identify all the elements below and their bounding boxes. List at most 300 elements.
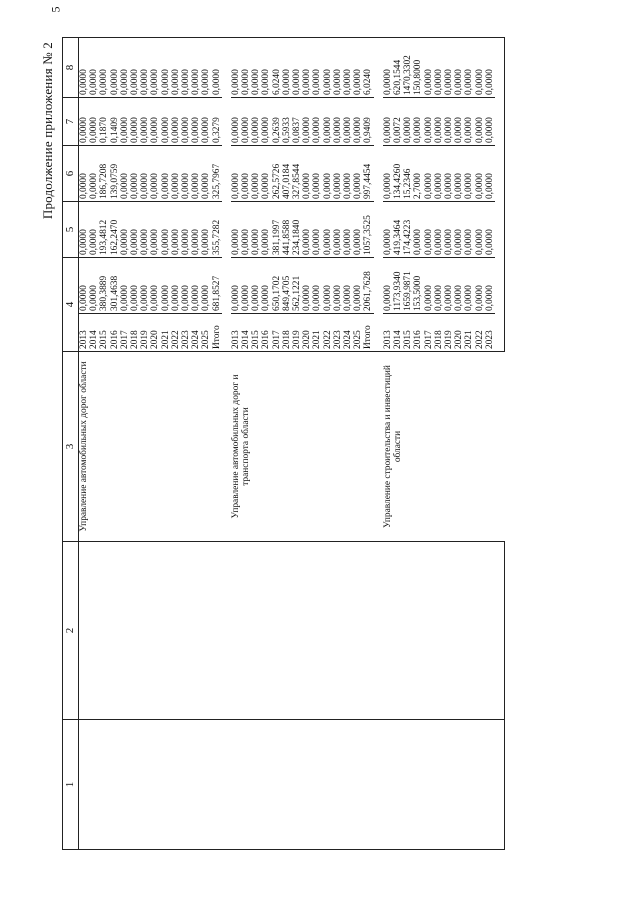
value-c7: 0,0000 bbox=[79, 98, 90, 146]
cell-col-2 bbox=[343, 542, 353, 720]
cell-col-2 bbox=[99, 542, 109, 720]
value-c8: 0,0000 bbox=[454, 38, 464, 98]
value-c7: 0,0000 bbox=[444, 98, 454, 146]
value-c8: 0,0000 bbox=[485, 38, 495, 98]
value-c7: 0,0000 bbox=[383, 98, 393, 146]
cell-col-1 bbox=[161, 720, 171, 850]
value-c4: 0,0000 bbox=[323, 258, 333, 314]
cell-col-2 bbox=[171, 542, 181, 720]
value-c8: 150,8000 bbox=[413, 38, 423, 98]
value-c4: 1173,9340 bbox=[393, 258, 403, 314]
cell-col-2 bbox=[323, 542, 333, 720]
value-c4: 0,0000 bbox=[201, 258, 211, 314]
column-header-1: 1 bbox=[63, 720, 79, 850]
value-c7: 0,0000 bbox=[191, 98, 201, 146]
cell-col-1 bbox=[333, 720, 343, 850]
value-c4: 0,0000 bbox=[353, 258, 363, 314]
cell-col-2 bbox=[231, 542, 241, 720]
cell-col-1 bbox=[231, 720, 241, 850]
cell-col-1 bbox=[383, 720, 393, 850]
value-c8: 0,0000 bbox=[110, 38, 120, 98]
value-c4: 681,8527 bbox=[212, 258, 222, 314]
value-c6: 0,0000 bbox=[475, 146, 485, 202]
cell-col-2 bbox=[130, 542, 140, 720]
value-c4: 0,0000 bbox=[434, 258, 444, 314]
spacer-cell bbox=[374, 720, 383, 850]
value-c4: 0,0000 bbox=[343, 258, 353, 314]
cell-col-1 bbox=[181, 720, 191, 850]
year-cell: 2023 bbox=[181, 314, 191, 352]
value-c5: 0,0000 bbox=[140, 202, 150, 258]
cell-col-1 bbox=[282, 720, 292, 850]
value-c4: 2061,7628 bbox=[363, 258, 373, 314]
cell-col-1 bbox=[110, 720, 120, 850]
value-c5: 0,0000 bbox=[89, 202, 99, 258]
value-c4: 0,0000 bbox=[140, 258, 150, 314]
spacer-cell bbox=[495, 38, 505, 352]
cell-col-1 bbox=[292, 720, 302, 850]
cell-col-1 bbox=[79, 720, 90, 850]
value-c5: 0,0000 bbox=[181, 202, 191, 258]
cell-col-2 bbox=[251, 542, 261, 720]
value-c5: 0,0000 bbox=[353, 202, 363, 258]
cell-col-1 bbox=[212, 720, 222, 850]
year-cell: 2021 bbox=[312, 314, 322, 352]
cell-col-2 bbox=[312, 542, 322, 720]
value-c7: 0,0000 bbox=[485, 98, 495, 146]
value-c6: 0,0000 bbox=[161, 146, 171, 202]
value-c7: 0,0000 bbox=[241, 98, 251, 146]
value-c4: 849,4705 bbox=[282, 258, 292, 314]
year-cell: 2018 bbox=[282, 314, 292, 352]
value-c6: 0,0000 bbox=[454, 146, 464, 202]
value-c6: 997,4454 bbox=[363, 146, 373, 202]
year-cell: 2017 bbox=[120, 314, 130, 352]
year-cell: 2020 bbox=[150, 314, 160, 352]
table-row bbox=[79, 38, 90, 850]
year-cell: 2024 bbox=[343, 314, 353, 352]
value-c6: 0,0000 bbox=[424, 146, 434, 202]
value-c8: 0,0000 bbox=[241, 38, 251, 98]
value-c4: 0,0000 bbox=[130, 258, 140, 314]
year-cell: 2016 bbox=[261, 314, 271, 352]
value-c7: 0,0000 bbox=[343, 98, 353, 146]
value-c7: 0,1870 bbox=[99, 98, 109, 146]
value-c7: 0,0000 bbox=[261, 98, 271, 146]
value-c5: 0,0000 bbox=[312, 202, 322, 258]
value-c8: 0,0000 bbox=[302, 38, 312, 98]
year-cell: 2018 bbox=[434, 314, 444, 352]
value-c4: 0,0000 bbox=[231, 258, 241, 314]
value-c8: 1470,3302 bbox=[403, 38, 413, 98]
value-c5: 193,4812 bbox=[99, 202, 109, 258]
value-c7: 0,0000 bbox=[353, 98, 363, 146]
year-cell: 2025 bbox=[353, 314, 363, 352]
value-c8: 0,0000 bbox=[191, 38, 201, 98]
cell-col-1 bbox=[485, 720, 495, 850]
year-cell: 2016 bbox=[110, 314, 120, 352]
cell-col-2 bbox=[393, 542, 403, 720]
value-c5: 0,0000 bbox=[130, 202, 140, 258]
value-c5: 0,0000 bbox=[171, 202, 181, 258]
year-cell: 2020 bbox=[454, 314, 464, 352]
value-c7: 0,5933 bbox=[282, 98, 292, 146]
value-c8: 0,0000 bbox=[171, 38, 181, 98]
value-c4: 0,0000 bbox=[79, 258, 90, 314]
value-c7: 0,0000 bbox=[201, 98, 211, 146]
value-c5: 234,1840 bbox=[292, 202, 302, 258]
year-cell: 2014 bbox=[89, 314, 99, 352]
column-header-6: 6 bbox=[63, 146, 79, 202]
value-c6: 2,7000 bbox=[413, 146, 423, 202]
table-body bbox=[79, 38, 505, 850]
cell-col-2 bbox=[201, 542, 211, 720]
cell-col-1 bbox=[99, 720, 109, 850]
cell-col-2 bbox=[444, 542, 454, 720]
value-c8: 0,0000 bbox=[161, 38, 171, 98]
value-c7: 0,0072 bbox=[393, 98, 403, 146]
value-c5: 355,7282 bbox=[212, 202, 222, 258]
value-c4: 0,0000 bbox=[454, 258, 464, 314]
value-c7: 0,0000 bbox=[434, 98, 444, 146]
spacer-cell bbox=[495, 542, 505, 720]
value-c4: 0,0000 bbox=[333, 258, 343, 314]
value-c7: 0,0000 bbox=[231, 98, 241, 146]
value-c4: 0,0000 bbox=[444, 258, 454, 314]
cell-col-2 bbox=[475, 542, 485, 720]
column-header-2: 2 bbox=[63, 542, 79, 720]
value-c8: 0,0000 bbox=[464, 38, 474, 98]
value-c8: 0,0000 bbox=[99, 38, 109, 98]
value-c6: 0,0000 bbox=[434, 146, 444, 202]
cell-col-1 bbox=[89, 720, 99, 850]
value-c7: 0,1409 bbox=[110, 98, 120, 146]
value-c5: 441,8588 bbox=[282, 202, 292, 258]
cell-col-1 bbox=[241, 720, 251, 850]
cell-col-2 bbox=[363, 542, 373, 720]
value-c5: 0,0000 bbox=[201, 202, 211, 258]
cell-col-1 bbox=[424, 720, 434, 850]
cell-col-2 bbox=[464, 542, 474, 720]
year-cell: 2024 bbox=[191, 314, 201, 352]
value-c7: 0,0000 bbox=[181, 98, 191, 146]
cell-col-2 bbox=[150, 542, 160, 720]
value-c4: 0,0000 bbox=[464, 258, 474, 314]
value-c4: 0,0000 bbox=[181, 258, 191, 314]
year-cell: 2013 bbox=[383, 314, 393, 352]
value-c5: 0,0000 bbox=[231, 202, 241, 258]
cell-col-1 bbox=[434, 720, 444, 850]
value-c6: 0,0000 bbox=[191, 146, 201, 202]
value-c8: 6,0240 bbox=[363, 38, 373, 98]
value-c7: 0,0000 bbox=[89, 98, 99, 146]
spacer-cell bbox=[374, 38, 383, 352]
column-header-4: 4 bbox=[63, 258, 79, 352]
value-c6: 262,5726 bbox=[272, 146, 282, 202]
value-c6: 0,0000 bbox=[171, 146, 181, 202]
value-c5: 0,0000 bbox=[454, 202, 464, 258]
value-c5: 162,2470 bbox=[110, 202, 120, 258]
value-c8: 0,0000 bbox=[292, 38, 302, 98]
year-cell: 2014 bbox=[393, 314, 403, 352]
value-c6: 139,0759 bbox=[110, 146, 120, 202]
cell-col-2 bbox=[353, 542, 363, 720]
page-number-anchor bbox=[0, 6, 63, 13]
value-c8: 0,0000 bbox=[140, 38, 150, 98]
cell-col-1 bbox=[120, 720, 130, 850]
value-c6: 0,0000 bbox=[140, 146, 150, 202]
value-c6: 0,0000 bbox=[261, 146, 271, 202]
spacer-cell bbox=[495, 720, 505, 850]
value-c4: 1659,9871 bbox=[403, 258, 413, 314]
cell-col-1 bbox=[302, 720, 312, 850]
value-c5: 0,0000 bbox=[333, 202, 343, 258]
spacer-cell bbox=[222, 542, 231, 720]
value-c8: 0,0000 bbox=[282, 38, 292, 98]
cell-col-2 bbox=[89, 542, 99, 720]
value-c8: 0,0000 bbox=[79, 38, 90, 98]
value-c6: 0,0000 bbox=[130, 146, 140, 202]
cell-col-2 bbox=[261, 542, 271, 720]
value-c6: 0,0000 bbox=[181, 146, 191, 202]
value-c7: 0,0000 bbox=[333, 98, 343, 146]
value-c5: 0,0000 bbox=[191, 202, 201, 258]
value-c4: 153,5000 bbox=[413, 258, 423, 314]
year-cell: 2019 bbox=[292, 314, 302, 352]
value-c6: 327,8544 bbox=[292, 146, 302, 202]
cell-col-2 bbox=[383, 542, 393, 720]
year-cell: 2023 bbox=[485, 314, 495, 352]
value-c5: 0,0000 bbox=[343, 202, 353, 258]
cell-col-1 bbox=[261, 720, 271, 850]
year-cell: 2015 bbox=[251, 314, 261, 352]
year-cell: 2013 bbox=[231, 314, 241, 352]
value-c8: 0,0000 bbox=[120, 38, 130, 98]
value-c5: 0,0000 bbox=[251, 202, 261, 258]
value-c8: 0,0000 bbox=[89, 38, 99, 98]
year-cell: 2013 bbox=[79, 314, 90, 352]
value-c8: 0,0000 bbox=[323, 38, 333, 98]
value-c5: 1057,3525 bbox=[363, 202, 373, 258]
value-c5: 0,0000 bbox=[323, 202, 333, 258]
value-c8: 0,0000 bbox=[261, 38, 271, 98]
value-c7: 0,0000 bbox=[130, 98, 140, 146]
value-c6: 0,0000 bbox=[323, 146, 333, 202]
value-c7: 0,0000 bbox=[161, 98, 171, 146]
value-c6: 0,0000 bbox=[79, 146, 90, 202]
year-cell: 2019 bbox=[444, 314, 454, 352]
cell-col-2 bbox=[241, 542, 251, 720]
cell-col-1 bbox=[191, 720, 201, 850]
value-c6: 0,0000 bbox=[383, 146, 393, 202]
cell-col-2 bbox=[272, 542, 282, 720]
appendix-caption: Продолжение приложения № 2 bbox=[40, 42, 55, 220]
value-c8: 0,0000 bbox=[181, 38, 191, 98]
value-c7: 0,0837 bbox=[292, 98, 302, 146]
value-c7: 0,9409 bbox=[363, 98, 373, 146]
value-c7: 0,0000 bbox=[140, 98, 150, 146]
value-c7: 0,0000 bbox=[413, 98, 423, 146]
value-c8: 6,0240 bbox=[272, 38, 282, 98]
cell-col-2 bbox=[161, 542, 171, 720]
cell-col-1 bbox=[363, 720, 373, 850]
value-c6: 407,0184 bbox=[282, 146, 292, 202]
value-c5: 0,0000 bbox=[79, 202, 90, 258]
value-c7: 0,0000 bbox=[454, 98, 464, 146]
year-cell: 2021 bbox=[464, 314, 474, 352]
year-cell: 2015 bbox=[99, 314, 109, 352]
year-cell: 2015 bbox=[403, 314, 413, 352]
value-c8: 0,0000 bbox=[353, 38, 363, 98]
value-c4: 0,0000 bbox=[171, 258, 181, 314]
cell-col-1 bbox=[140, 720, 150, 850]
value-c8: 0,0000 bbox=[130, 38, 140, 98]
administrator-name: Управление автомобильных дорог и транспорта области bbox=[231, 352, 383, 542]
value-c4: 0,0000 bbox=[150, 258, 160, 314]
value-c6: 0,0000 bbox=[231, 146, 241, 202]
table-row bbox=[231, 38, 241, 850]
cell-col-2 bbox=[120, 542, 130, 720]
year-cell: 2014 bbox=[241, 314, 251, 352]
value-c8: 0,0000 bbox=[383, 38, 393, 98]
value-c4: 0,0000 bbox=[191, 258, 201, 314]
value-c5: 174,4223 bbox=[403, 202, 413, 258]
value-c4: 0,0000 bbox=[383, 258, 393, 314]
value-c8: 0,0000 bbox=[150, 38, 160, 98]
value-c7: 0,0000 bbox=[312, 98, 322, 146]
cell-col-2 bbox=[212, 542, 222, 720]
cell-col-1 bbox=[201, 720, 211, 850]
value-c8: 0,0000 bbox=[333, 38, 343, 98]
value-c4: 0,0000 bbox=[241, 258, 251, 314]
value-c4: 0,0000 bbox=[161, 258, 171, 314]
value-c7: 0,0000 bbox=[403, 98, 413, 146]
value-c5: 0,0000 bbox=[120, 202, 130, 258]
value-c5: 0,0000 bbox=[261, 202, 271, 258]
cell-col-1 bbox=[444, 720, 454, 850]
value-c8: 0,0000 bbox=[212, 38, 222, 98]
value-c5: 0,0000 bbox=[302, 202, 312, 258]
value-c8: 0,0000 bbox=[424, 38, 434, 98]
value-c6: 0,0000 bbox=[150, 146, 160, 202]
value-c6: 15,2346 bbox=[403, 146, 413, 202]
value-c7: 0,0000 bbox=[464, 98, 474, 146]
year-cell: 2023 bbox=[333, 314, 343, 352]
cell-col-2 bbox=[413, 542, 423, 720]
value-c5: 419,3464 bbox=[393, 202, 403, 258]
value-c7: 0,0000 bbox=[323, 98, 333, 146]
total-label: Итого bbox=[363, 314, 373, 352]
cell-col-1 bbox=[393, 720, 403, 850]
cell-col-2 bbox=[282, 542, 292, 720]
value-c4: 0,0000 bbox=[485, 258, 495, 314]
value-c8: 0,0000 bbox=[475, 38, 485, 98]
cell-col-1 bbox=[171, 720, 181, 850]
value-c4: 562,1221 bbox=[292, 258, 302, 314]
value-c6: 0,0000 bbox=[333, 146, 343, 202]
year-cell: 2022 bbox=[323, 314, 333, 352]
value-c7: 0,0000 bbox=[302, 98, 312, 146]
table-row bbox=[383, 38, 393, 850]
value-c4: 0,0000 bbox=[89, 258, 99, 314]
cell-col-1 bbox=[464, 720, 474, 850]
value-c7: 0,0000 bbox=[120, 98, 130, 146]
year-cell: 2022 bbox=[171, 314, 181, 352]
value-c5: 0,0000 bbox=[383, 202, 393, 258]
value-c4: 0,0000 bbox=[261, 258, 271, 314]
value-c8: 0,0000 bbox=[231, 38, 241, 98]
value-c4: 0,0000 bbox=[302, 258, 312, 314]
column-header-3: 3 bbox=[63, 352, 79, 542]
value-c8: 0,0000 bbox=[343, 38, 353, 98]
cell-col-2 bbox=[302, 542, 312, 720]
value-c7: 0,0000 bbox=[150, 98, 160, 146]
cell-col-1 bbox=[343, 720, 353, 850]
total-label: Итого bbox=[212, 314, 222, 352]
cell-col-1 bbox=[312, 720, 322, 850]
value-c4: 0,0000 bbox=[251, 258, 261, 314]
value-c6: 0,0000 bbox=[302, 146, 312, 202]
year-cell: 2022 bbox=[475, 314, 485, 352]
value-c6: 325,7967 bbox=[212, 146, 222, 202]
value-c8: 0,0000 bbox=[251, 38, 261, 98]
value-c4: 0,0000 bbox=[312, 258, 322, 314]
year-cell: 2016 bbox=[413, 314, 423, 352]
value-c5: 0,0000 bbox=[161, 202, 171, 258]
cell-col-2 bbox=[403, 542, 413, 720]
year-cell: 2017 bbox=[424, 314, 434, 352]
value-c7: 0,0000 bbox=[424, 98, 434, 146]
value-c6: 0,0000 bbox=[251, 146, 261, 202]
value-c5: 0,0000 bbox=[241, 202, 251, 258]
value-c4: 0,0000 bbox=[120, 258, 130, 314]
cell-col-1 bbox=[454, 720, 464, 850]
value-c8: 0,0000 bbox=[444, 38, 454, 98]
value-c8: 0,0000 bbox=[312, 38, 322, 98]
cell-col-1 bbox=[323, 720, 333, 850]
value-c5: 0,0000 bbox=[485, 202, 495, 258]
spacer-cell bbox=[222, 38, 231, 352]
column-header-5: 5 bbox=[63, 202, 79, 258]
cell-col-2 bbox=[424, 542, 434, 720]
cell-col-2 bbox=[191, 542, 201, 720]
cell-col-2 bbox=[333, 542, 343, 720]
value-c4: 0,0000 bbox=[475, 258, 485, 314]
spacer-cell bbox=[222, 720, 231, 850]
year-cell: 2018 bbox=[130, 314, 140, 352]
cell-col-2 bbox=[454, 542, 464, 720]
cell-col-2 bbox=[140, 542, 150, 720]
value-c5: 0,0000 bbox=[424, 202, 434, 258]
cell-col-2 bbox=[434, 542, 444, 720]
year-cell: 2017 bbox=[272, 314, 282, 352]
value-c6: 0,0000 bbox=[120, 146, 130, 202]
table-header bbox=[63, 38, 79, 850]
year-cell: 2019 bbox=[140, 314, 150, 352]
value-c5: 0,0000 bbox=[444, 202, 454, 258]
value-c5: 0,0000 bbox=[413, 202, 423, 258]
value-c5: 381,1997 bbox=[272, 202, 282, 258]
page-number: 5 bbox=[48, 6, 63, 13]
value-c6: 0,0000 bbox=[485, 146, 495, 202]
administrator-name: Управление строительства и инвестиций области bbox=[383, 352, 505, 542]
cell-col-2 bbox=[292, 542, 302, 720]
value-c8: 620,1544 bbox=[393, 38, 403, 98]
value-c5: 0,0000 bbox=[464, 202, 474, 258]
value-c6: 0,0000 bbox=[464, 146, 474, 202]
cell-col-1 bbox=[475, 720, 485, 850]
value-c6: 0,0000 bbox=[241, 146, 251, 202]
